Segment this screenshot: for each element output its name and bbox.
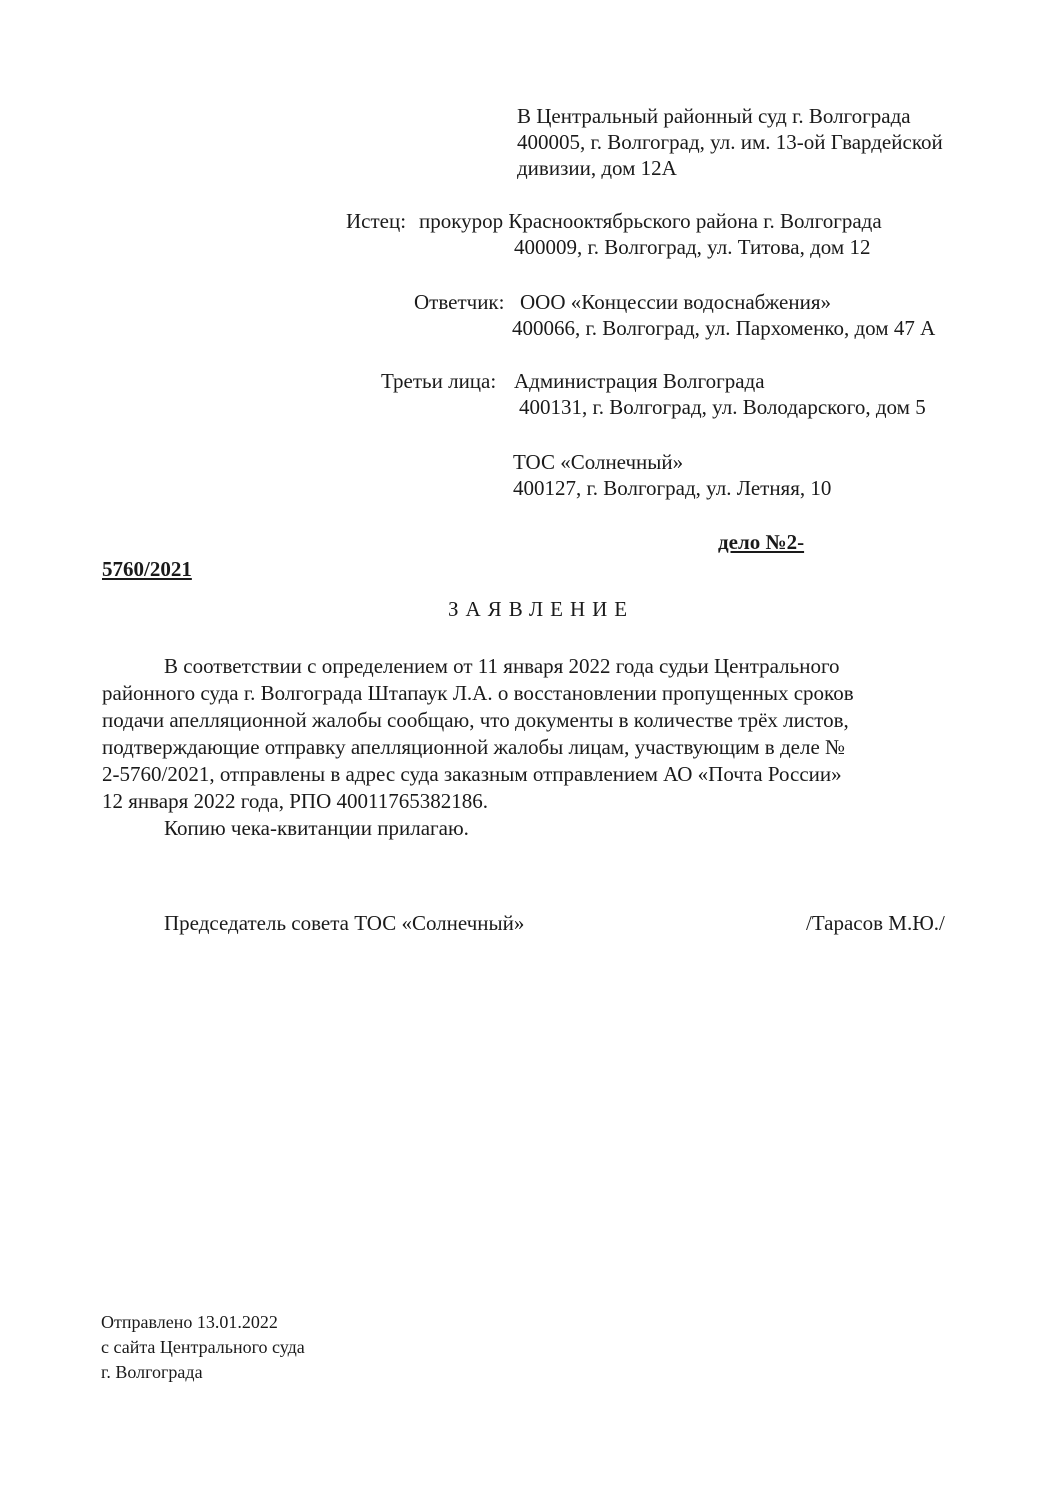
signature-position: Председатель совета ТОС «Солнечный»: [164, 911, 525, 935]
defendant-address: 400066, г. Волгоград, ул. Пархоменко, дом 47 А: [512, 316, 936, 340]
footer-line-3: г. Волгограда: [101, 1362, 203, 1382]
body-line-7: Копию чека-квитанции прилагаю.: [164, 816, 469, 840]
body-line-3: подачи апелляционной жалобы сообщаю, что документы в количестве трёх листов,: [102, 708, 849, 732]
third-party-2-name: ТОС «Солнечный»: [513, 450, 684, 474]
body-line-5: 2-5760/2021, отправлены в адрес суда заказным отправлением АО «Почта России»: [102, 762, 842, 786]
third-parties-label: Третьи лица:: [381, 369, 497, 393]
third-party-1-name: Администрация Волгограда: [514, 369, 765, 393]
court-address-line-1: 400005, г. Волгоград, ул. им. 13-ой Гвардейской: [517, 130, 943, 154]
body-line-6: 12 января 2022 года, РПО 40011765382186.: [102, 789, 488, 813]
defendant-label: Ответчик:: [414, 290, 505, 314]
plaintiff-label: Истец:: [346, 209, 407, 233]
plaintiff-name: прокурор Краснооктябрьского района г. Волгограда: [419, 209, 882, 233]
case-number-part-1: дело №2-: [718, 530, 805, 554]
body-line-4: подтверждающие отправку апелляционной жалобы лицам, участвующим в деле №: [102, 735, 846, 759]
court-name: В Центральный районный суд г. Волгограда: [517, 104, 911, 128]
body-line-1: В соответствии с определением от 11 января 2022 года судьи Центрального: [164, 654, 840, 678]
footer-line-1: Отправлено 13.01.2022: [101, 1312, 278, 1332]
third-party-2-address: 400127, г. Волгоград, ул. Летняя, 10: [513, 476, 832, 500]
court-address-line-2: дивизии, дом 12А: [517, 156, 677, 180]
case-number-part-2: 5760/2021: [102, 557, 192, 581]
footer-line-2: с сайта Центрального суда: [101, 1337, 305, 1357]
body-line-2: районного суда г. Волгограда Штапаук Л.А. о восстановлении пропущенных сроков: [102, 681, 854, 705]
signature-name: /Тарасов М.Ю./: [806, 911, 945, 935]
plaintiff-address: 400009, г. Волгоград, ул. Титова, дом 12: [514, 235, 871, 259]
third-party-1-address: 400131, г. Волгоград, ул. Володарского, дом 5: [519, 395, 926, 419]
defendant-name: ООО «Концессии водоснабжения»: [520, 290, 832, 314]
document-title: ЗАЯВЛЕНИЕ: [448, 597, 635, 621]
